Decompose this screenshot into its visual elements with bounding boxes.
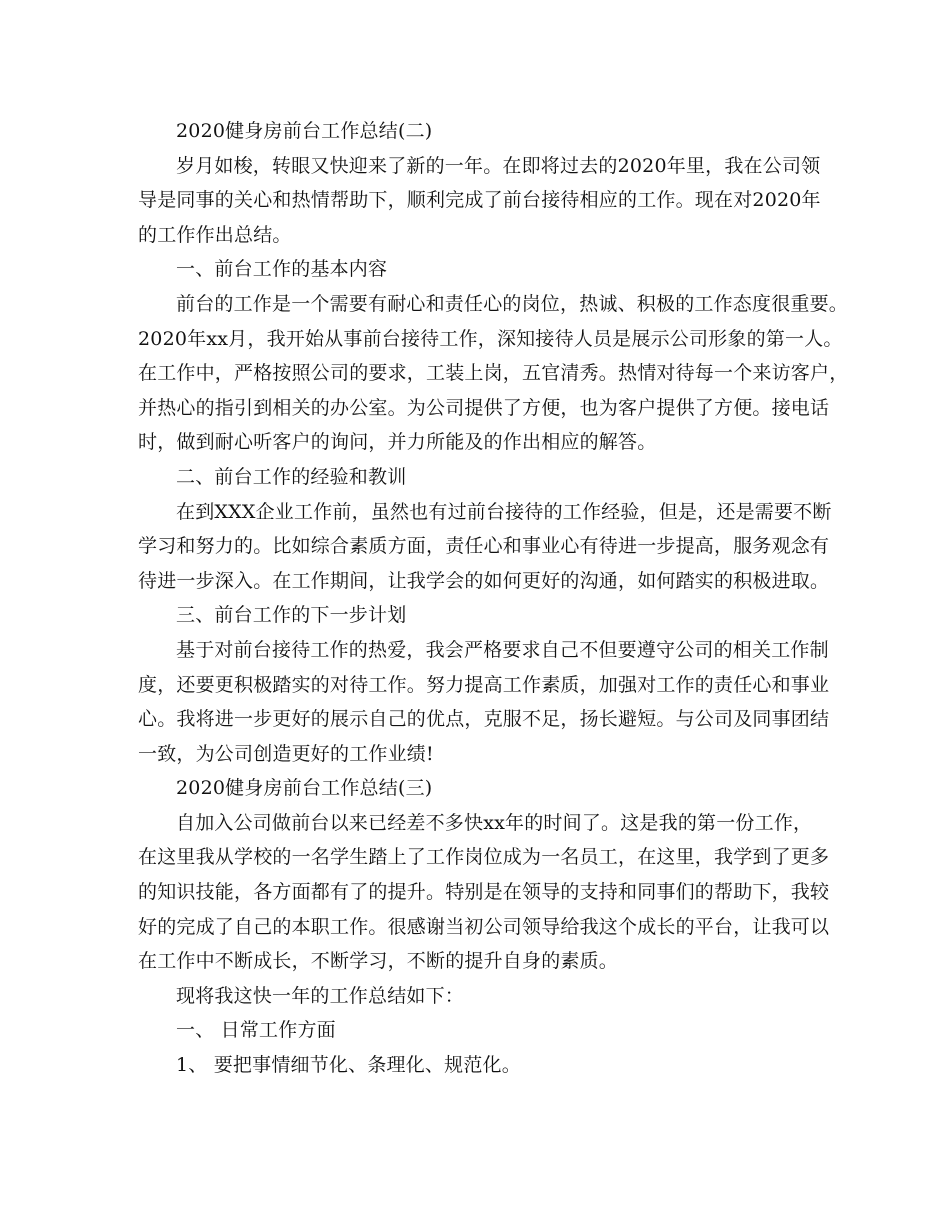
paragraph-line: 基于对前台接待工作的热爱，我会严格要求自己不但要遵守公司的相关工作制: [176, 638, 829, 661]
paragraph-line: 时，做到耐心听客户的询问，并力所能及的作出相应的解答。: [138, 431, 657, 454]
paragraph-line: 岁月如梭，转眼又快迎来了新的一年。在即将过去的2020年里，我在公司领: [176, 154, 821, 177]
paragraph-line: 好的完成了自己的本职工作。很感谢当初公司领导给我这个成长的平台，让我可以: [138, 915, 830, 938]
paragraph-line: 在工作中，严格按照公司的要求，工装上岗，五官清秀。热情对待每一个来访客户，: [138, 362, 849, 385]
paragraph-line: 导是同事的关心和热情帮助下，顺利完成了前台接待相应的工作。现在对2020年: [138, 189, 821, 212]
paragraph-line: 的知识技能，各方面都有了的提升。特别是在领导的支持和同事们的帮助下，我较: [138, 881, 830, 904]
paragraph-line: 的工作作出总结。: [138, 223, 292, 246]
subsection-heading: 二、前台工作的经验和教训: [176, 465, 407, 488]
paragraph-line: 一致，为公司创造更好的工作业绩!: [138, 742, 434, 765]
paragraph-line: 待进一步深入。在工作期间，让我学会的如何更好的沟通，如何踏实的积极进取。: [138, 569, 830, 592]
paragraph-line: 自加入公司做前台以来已经差不多快xx年的时间了。这是我的第一份工作，: [176, 811, 813, 834]
section-heading: 2020健身房前台工作总结(三): [176, 777, 433, 800]
paragraph-line: 在这里我从学校的一名学生踏上了工作岗位成为一名员工，在这里，我学到了更多: [138, 846, 830, 869]
paragraph-line: 2020年xx月，我开始从事前台接待工作，深知接待人员是展示公司形象的第一人。: [138, 327, 843, 350]
paragraph-line: 在到XXX企业工作前，虽然也有过前台接待的工作经验，但是，还是需要不断: [176, 500, 832, 523]
paragraph-line: 在工作中不断成长，不断学习，不断的提升自身的素质。: [138, 950, 619, 973]
section-heading: 2020健身房前台工作总结(二): [176, 120, 433, 142]
paragraph-line: 心。我将进一步更好的展示自己的优点，克服不足，扬长避短。与公司及同事团结: [138, 708, 830, 731]
list-item: 1、 要把事情细节化、条理化、规范化。: [176, 1054, 521, 1077]
subsection-heading: 一、 日常工作方面: [176, 1019, 336, 1042]
subsection-heading: 一、前台工作的基本内容: [176, 258, 388, 281]
paragraph-line: 前台的工作是一个需要有耐心和责任心的岗位，热诚、积极的工作态度很重要。: [176, 292, 849, 315]
paragraph-line: 并热心的指引到相关的办公室。为公司提供了方便，也为客户提供了方便。接电话: [138, 396, 830, 419]
document-body: [138, 114, 849, 1083]
paragraph-line: 度，还要更积极踏实的对待工作。努力提高工作素质，加强对工作的责任心和事业: [138, 673, 830, 696]
subsection-heading: 三、前台工作的下一步计划: [176, 604, 407, 627]
paragraph-line: 现将我这快一年的工作总结如下：: [176, 984, 465, 1007]
paragraph-line: 学习和努力的。比如综合素质方面，责任心和事业心有待进一步提高，服务观念有: [138, 535, 830, 558]
